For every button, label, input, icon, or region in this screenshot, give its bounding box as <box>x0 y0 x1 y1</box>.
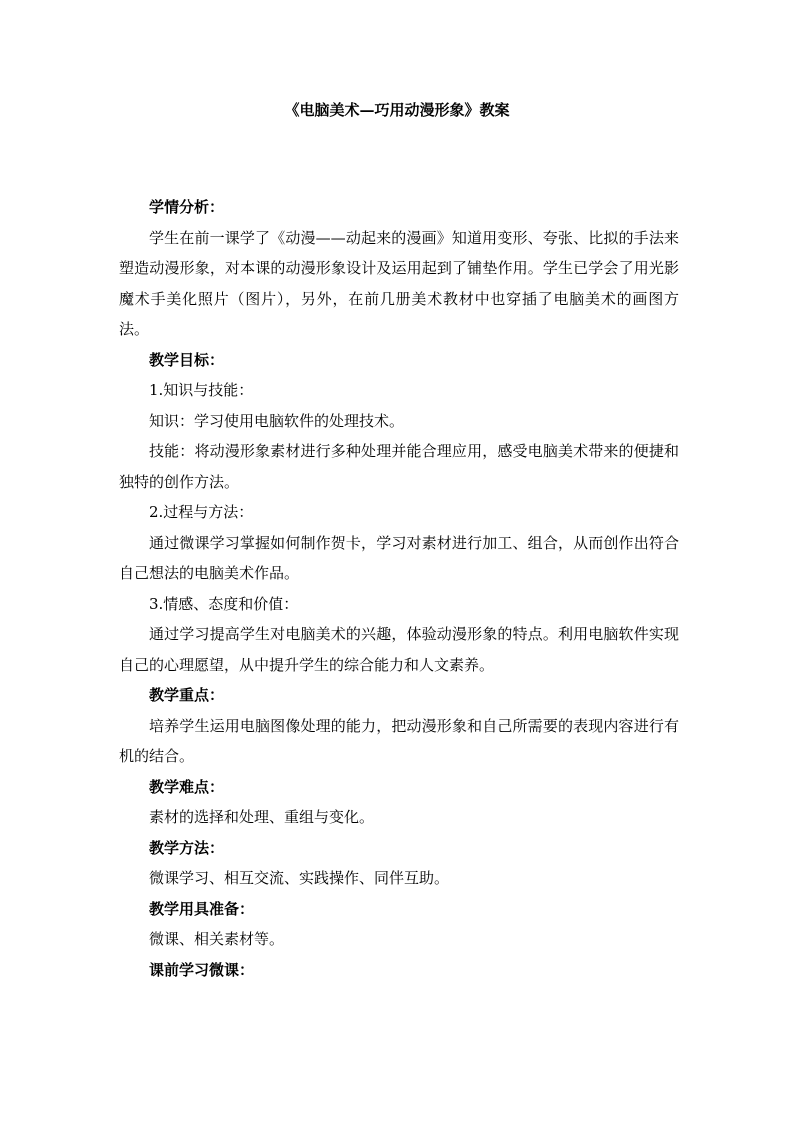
tools-heading: 教学用具准备： <box>149 899 255 918</box>
analysis-paragraph: 学生在前一课学了《动漫——动起来的漫画》知道用变形、夸张、比拟的手法来塑造动漫形象，对本课的动漫形象设计及运用起到了铺垫作用。学生已学会了用光影魔术手美化照片（图片），另外，在前几册美术教材中也穿插了电脑美术的画图方法。 <box>119 228 679 338</box>
goal2-title: 2.过程与方法： <box>149 503 254 521</box>
method-text: 微课学习、相互交流、实践操作、同伴互助。 <box>149 869 450 887</box>
preclass-heading: 课前学习微课： <box>149 960 255 979</box>
difficulty-text: 素材的选择和处理、重组与变化。 <box>149 808 375 826</box>
tools-text: 微课、相关素材等。 <box>149 930 285 948</box>
difficulty-heading: 教学难点： <box>149 777 225 796</box>
goal1-skill: 技能：将动漫形象素材进行多种处理并能合理应用，感受电脑美术带来的便捷和独特的创作方法。 <box>119 442 679 491</box>
goals-heading: 教学目标： <box>149 350 225 369</box>
method-heading: 教学方法： <box>149 838 225 857</box>
key-points-paragraph: 培养学生运用电脑图像处理的能力，把动漫形象和自己所需要的表现内容进行有机的结合。 <box>119 716 679 765</box>
analysis-heading: 学情分析： <box>149 198 225 216</box>
goal1-title: 1.知识与技能： <box>149 381 254 399</box>
goal3-title: 3.情感、态度和价值： <box>149 594 299 613</box>
document-title: 《电脑美术—巧用动漫形象》教案 <box>284 101 510 119</box>
key-points-heading: 教学重点： <box>149 686 225 704</box>
goal3-paragraph: 通过学习提高学生对电脑美术的兴趣，体验动漫形象的特点。利用电脑软件实现自己的心理愿望，从中提升学生的综合能力和人文素养。 <box>119 625 679 674</box>
goal1-knowledge: 知识：学习使用电脑软件的处理技术。 <box>149 411 405 430</box>
goal2-paragraph: 通过微课学习掌握如何制作贺卡，学习对素材进行加工、组合，从而创作出符合自己想法的电脑美术作品。 <box>119 533 679 582</box>
document-body <box>119 192 679 985</box>
